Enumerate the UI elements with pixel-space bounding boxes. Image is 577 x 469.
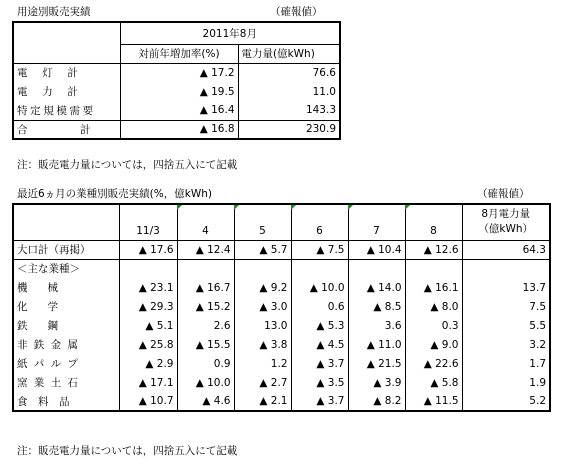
table-cell: ▲ 3.9 — [348, 373, 405, 392]
table-row — [13, 101, 340, 120]
table-cell: ▲ 29.3 — [119, 297, 177, 316]
table-cell: ▲ 2.1 — [234, 392, 291, 411]
table-row — [13, 373, 550, 392]
power-header: 電力量(億kWh) — [238, 44, 340, 63]
table2-note: 注：販売電力量については，四捨五入にて記載 — [17, 445, 238, 457]
table-cell: ▲ 4.5 — [291, 335, 348, 354]
table-cell: ▲ 11.5 — [405, 392, 462, 411]
table-cell: ▲ 9.2 — [234, 278, 291, 297]
table-row — [13, 63, 340, 82]
table-row — [13, 335, 550, 354]
table1-title: 用途別販売実績 — [17, 6, 91, 18]
table-cell: ▲ 12.4 — [177, 240, 234, 259]
table2-status: （確報値） — [477, 188, 530, 200]
table-cell: ▲ 3.8 — [234, 335, 291, 354]
table-cell: 0.3 — [405, 316, 462, 335]
table-row — [13, 120, 340, 139]
row-label: 非鉄金属 — [13, 335, 119, 354]
power-cell: 5.2 — [529, 395, 546, 407]
power-cell: 3.2 — [529, 338, 546, 351]
table-cell: ▲ 5.8 — [405, 373, 462, 392]
yoy-value: ▲ 16.4 — [120, 101, 238, 120]
table-cell: ▲ 14.0 — [348, 278, 405, 297]
table-cell: ▲ 5.3 — [291, 316, 348, 335]
power-value: 11.0 — [312, 85, 336, 98]
row-label: 化学 — [13, 297, 119, 316]
table-cell: ▲ 2.7 — [234, 373, 291, 392]
table-cell: ▲ 10.0 — [291, 278, 348, 297]
row-label: 食料品 — [13, 392, 119, 411]
table-cell: ▲ 8.0 — [405, 297, 462, 316]
table-cell: 13.0 — [234, 316, 291, 335]
row-label: 特定規模需要 — [13, 101, 120, 120]
period-header: 2011年8月 — [120, 22, 340, 44]
table-cell: ▲ 17.1 — [119, 373, 177, 392]
power-cell: 5.5 — [529, 319, 546, 332]
power-header-line1: 8月電力量 — [481, 208, 531, 221]
month-header: 6 — [291, 204, 348, 240]
table-row — [13, 297, 550, 316]
month-header: 7 — [348, 204, 405, 240]
table1-note: 注：販売電力量については，四捨五入にて記載 — [17, 159, 238, 171]
table-cell: ▲ 15.2 — [177, 297, 234, 316]
power-cell: 1.7 — [529, 357, 546, 370]
row-label: 窯業土石 — [13, 373, 119, 392]
table-cell: 0.6 — [291, 297, 348, 316]
yoy-header: 対前年増加率(%) — [120, 44, 238, 63]
table-cell: ▲ 8.2 — [348, 392, 405, 411]
table-cell: ▲ 8.5 — [348, 297, 405, 316]
row-label: 機械 — [13, 278, 119, 297]
table-cell: ▲ 16.1 — [405, 278, 462, 297]
table1-status: （確報値） — [270, 6, 323, 18]
table-cell: ▲ 3.5 — [291, 373, 348, 392]
industry-sales-table — [12, 203, 551, 412]
table-cell: ▲ 10.0 — [177, 373, 234, 392]
table-row — [13, 82, 340, 101]
cell-marker-icon — [291, 205, 296, 210]
row-label: 鉄鋼 — [13, 316, 119, 335]
table-row — [13, 316, 550, 335]
table-row — [13, 354, 550, 373]
cell-marker-icon — [405, 205, 410, 210]
table2-title: 最近6ヵ月の業種別販売実績(%，億kWh) — [17, 188, 212, 200]
month-header: 4 — [177, 204, 234, 240]
row-label: 電力計 — [13, 82, 120, 101]
month-header: 8 — [405, 204, 462, 240]
table-cell: ▲ 15.5 — [177, 335, 234, 354]
power-cell: 7.5 — [529, 300, 546, 313]
table-cell: ▲ 7.5 — [291, 240, 348, 259]
table-row — [13, 392, 550, 411]
cell-marker-icon — [348, 205, 353, 210]
cell-marker-icon — [234, 205, 239, 210]
table-cell: ▲ 11.0 — [348, 335, 405, 354]
table-cell: ▲ 9.0 — [405, 335, 462, 354]
table-cell: ▲ 17.6 — [119, 240, 177, 259]
yoy-value: ▲ 19.5 — [120, 82, 238, 101]
table-cell: ▲ 21.5 — [348, 354, 405, 373]
table-cell: 2.6 — [177, 316, 234, 335]
table-cell: ▲ 23.1 — [119, 278, 177, 297]
power-cell: 64.3 — [462, 240, 550, 259]
row-label: 紙パルプ — [13, 354, 119, 373]
table-cell: ▲ 25.8 — [119, 335, 177, 354]
industry-rows — [13, 278, 550, 411]
power-value: 230.9 — [305, 123, 336, 136]
table-cell: ▲ 22.6 — [405, 354, 462, 373]
section-label: ＜主な業種＞ — [13, 259, 119, 278]
power-value: 76.6 — [312, 66, 336, 79]
table-cell: 0.9 — [177, 354, 234, 373]
row-label: 電灯計 — [13, 63, 120, 82]
power-cell: 13.7 — [522, 281, 546, 294]
power-header — [462, 204, 550, 240]
power-cell: 1.9 — [529, 376, 546, 389]
table-cell: ▲ 2.9 — [119, 354, 177, 373]
table-cell: ▲ 12.6 — [405, 240, 462, 259]
table-cell: ▲ 10.7 — [119, 392, 177, 411]
row-label: 大口計（再掲） — [13, 240, 119, 259]
total-row — [13, 240, 550, 259]
month-header: 11/3 — [119, 204, 177, 240]
yoy-value: ▲ 16.8 — [120, 120, 238, 139]
section-row — [13, 259, 550, 278]
row-label: 合計 — [13, 120, 120, 139]
yoy-value: ▲ 17.2 — [120, 63, 238, 82]
table-cell: ▲ 3.7 — [291, 354, 348, 373]
table-cell: ▲ 3.7 — [291, 392, 348, 411]
table-cell: ▲ 3.0 — [234, 297, 291, 316]
table-row — [13, 278, 550, 297]
table-cell: ▲ 5.1 — [119, 316, 177, 335]
table-cell: 3.6 — [348, 316, 405, 335]
table-cell: ▲ 16.7 — [177, 278, 234, 297]
table-cell: ▲ 4.6 — [177, 392, 234, 411]
cell-marker-icon — [177, 205, 182, 210]
power-header-line2: （億kWh） — [478, 223, 534, 236]
table-cell: ▲ 5.7 — [234, 240, 291, 259]
table-cell: ▲ 10.4 — [348, 240, 405, 259]
month-header: 5 — [234, 204, 291, 240]
table-cell: 1.2 — [234, 354, 291, 373]
power-value: 143.3 — [238, 101, 340, 120]
usage-sales-table — [12, 21, 341, 140]
